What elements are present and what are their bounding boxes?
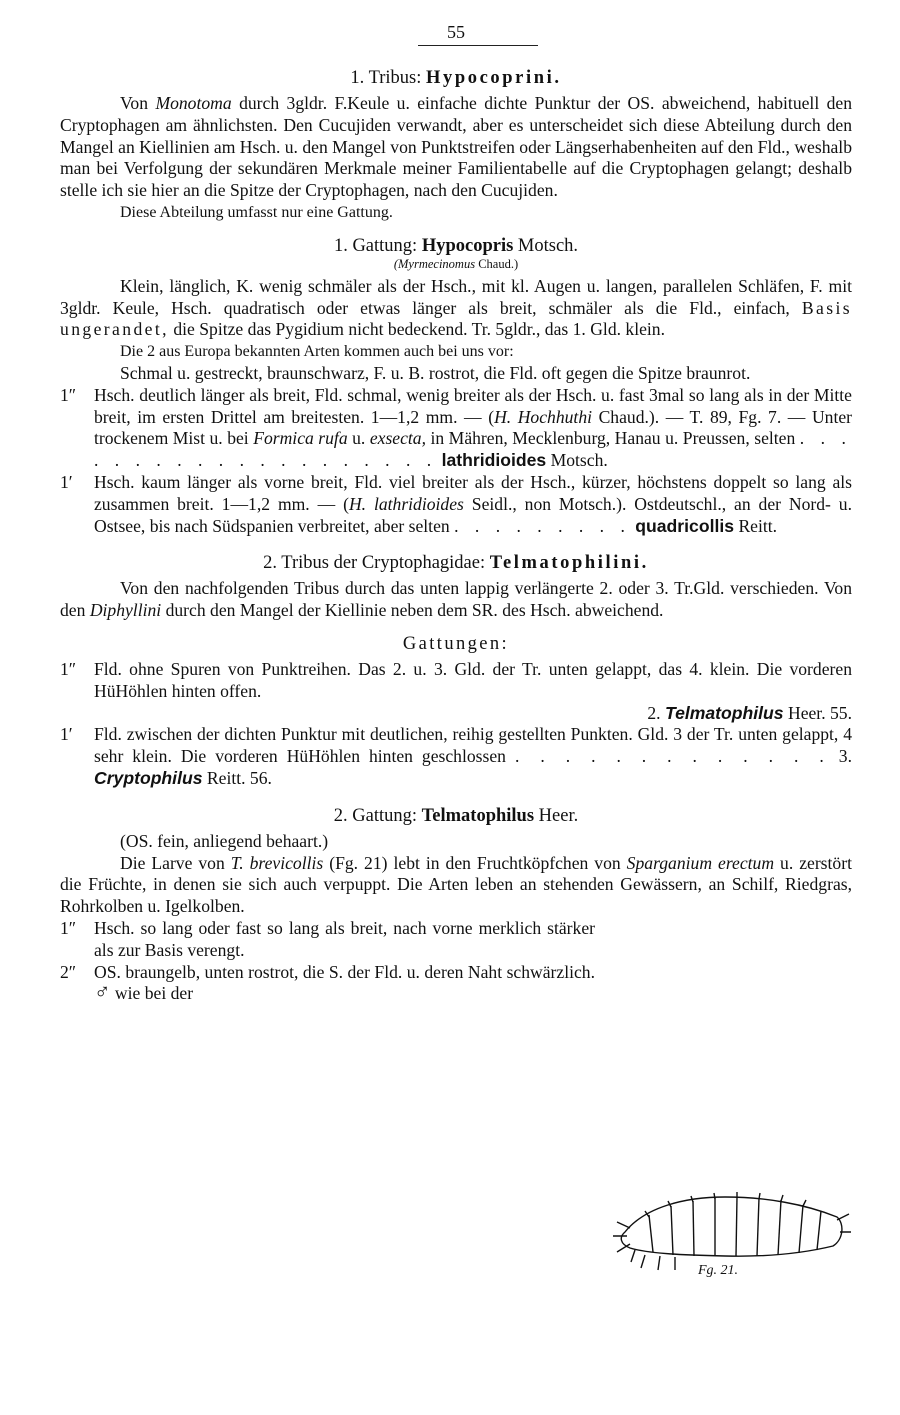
species-author: Motsch. xyxy=(550,450,608,471)
tribus-description xyxy=(60,93,852,202)
document-page xyxy=(60,22,852,1005)
tribus-prefix: 1. Tribus: xyxy=(350,68,422,88)
gattung-author: Motsch. xyxy=(517,235,579,256)
page-number-rule xyxy=(418,45,538,46)
key-number: 2″ xyxy=(60,961,77,982)
key-entry xyxy=(60,724,852,789)
text-run: wie bei der xyxy=(114,983,194,1004)
species-author: Reitt. xyxy=(738,515,778,536)
genus-author: Reitt. 56. xyxy=(206,767,272,788)
text-run: Von xyxy=(120,93,149,113)
text-run: OS. braungelb, unten rostrot, die S. der Fld. u. deren Naht schwärzlich. xyxy=(94,961,595,982)
result-number: 3. xyxy=(838,746,852,767)
leader-dots: . . . . . . . . . . . . . . . . . . . . xyxy=(94,428,852,471)
tribus-description xyxy=(60,578,852,622)
tribus-note: Diese Abteilung umfasst nur eine Gattung. xyxy=(120,203,393,221)
result-number: 2. xyxy=(647,702,661,723)
text-run: durch den Mangel der Kiellinie neben dem SR. des Hsch. abweichend. xyxy=(165,600,664,621)
text-run: in Mähren, Mecklenburg, Hanau u. Preussen, selten xyxy=(430,428,796,449)
text-run: Hsch. deutlich länger als breit, Fld. schmal, wenig breiter als der Hsch. u. fast 3mal so lang als in der Mitte breit, im ersten Drittel am breitesten. 1—1,2 mm. — ( xyxy=(94,384,852,427)
tribus-name: Telmatophilini. xyxy=(489,553,649,574)
synonym-name: H. Hochhuthi xyxy=(494,406,592,427)
species-intro: Schmal u. gestreckt, braunschwarz, F. u. B. rostrot, die Fld. oft gegen die Spitze braunrot. xyxy=(120,362,751,383)
tribus-heading xyxy=(60,68,852,89)
key-entry xyxy=(60,962,595,1006)
text-run: Hsch. kaum länger als vorne breit, Fld. viel breiter als der Hsch., kürzer, höchstens doppelt so lang als zusammen breit. 1—1,2 mm. — ( xyxy=(94,471,852,514)
synonym-author: Chaud.) xyxy=(478,256,519,271)
gattung-name: Telmatophilus xyxy=(421,805,535,826)
synonym-name: H. lathridioides xyxy=(348,493,464,514)
key-entry xyxy=(60,385,852,472)
key-number: 1″ xyxy=(60,384,77,405)
gattung-heading xyxy=(60,236,852,257)
species-note: Die 2 aus Europa bekannten Arten kommen auch bei uns vor: xyxy=(120,343,514,361)
key-number: 1″ xyxy=(60,658,77,679)
text-run: Seidl., non Motsch.). xyxy=(471,493,627,514)
text-run: Fld. zwischen der dichten Punktur mit deutlichen, reihig gestellten Punkten. Gld. 3 der Tr. unten gelappt, 4 sehr klein. Die vorderen HüHöhlen hinten geschlossen xyxy=(94,724,852,767)
genus-name: Diphyllini xyxy=(89,600,162,621)
synonym-genus: (Myrmecinomus xyxy=(393,256,476,271)
key-entry xyxy=(60,659,852,724)
text-run: Klein, länglich, K. wenig schmäler als der Hsch., mit kl. Augen u. langen, parallelen Schläfen, F. mit 3gldr. Keule, Hsch. quadratisch oder etwas länger als breit, schmäler als die Fld., einfach, xyxy=(60,275,852,318)
host-name: Formica rufa xyxy=(253,428,348,449)
gattung-prefix: 1. Gattung: xyxy=(333,235,418,256)
text-run: die Spitze das Pygidium nicht bedeckend. Tr. 5gldr., das 1. Gld. klein. xyxy=(173,319,665,340)
key-entry xyxy=(60,918,595,962)
key-number: 1″ xyxy=(60,917,77,938)
text-run: (Fg. 21) lebt in den Fruchtköpfchen von xyxy=(329,852,621,873)
gattung-prefix: 2. Gattung: xyxy=(333,805,417,826)
text-run: Chaud.). — T. 89, Fg. 7. — xyxy=(598,406,806,427)
species-name: T. brevicollis xyxy=(230,852,324,873)
os-note: (OS. fein, anliegend behaart.) xyxy=(120,830,329,851)
key-entry xyxy=(60,472,852,537)
larva-description xyxy=(60,853,852,918)
text-run: u. zerstört die Früchte, in denen sie sich auch verpuppt. Die Arten leben an stehenden Gewässern, an Schilf, Riedgras, Rohrkolben u. Igelkolben. xyxy=(60,852,852,917)
page-number: 55 xyxy=(447,22,465,42)
tribus-prefix: 2. Tribus der Cryptophagidae: xyxy=(263,553,486,574)
species-name: quadricollis xyxy=(635,515,735,536)
gattung-description xyxy=(60,276,852,341)
gattungen-heading: Gattungen: xyxy=(402,633,510,654)
species-name: lathridioides xyxy=(441,450,547,471)
key-number: 1′ xyxy=(60,471,73,492)
male-symbol: ♂ xyxy=(94,979,111,1005)
key-number: 1′ xyxy=(60,724,73,745)
text-run: Ostdeutschl., an der Nord- u. Ostsee, bis nach Südspanien verbreitet, aber selten xyxy=(94,493,853,536)
genus-name: Monotoma xyxy=(155,93,232,113)
text-run: Von den nachfolgenden Tribus durch das unten lappig verlängerte 2. oder 3. Tr.Gld. verschieden. Von den xyxy=(60,578,852,621)
gattung-name: Hypocopris xyxy=(421,235,514,256)
host-name: exsecta, xyxy=(369,428,426,449)
genus-name: Cryptophilus xyxy=(94,767,203,788)
key-result xyxy=(94,703,852,725)
text-run: Unter trockenem Mist u. bei xyxy=(94,406,852,449)
plant-name: Sparganium erectum xyxy=(626,852,775,873)
gattung-heading xyxy=(60,806,852,827)
genus-name: Telmatophilus xyxy=(664,702,784,723)
text-run: Die Larve von xyxy=(120,852,225,873)
text-run: u. xyxy=(352,428,366,449)
text-run: durch 3gldr. F.Keule u. einfache dichte Punktur der OS. abweichend, habituell den Cryptophagen am ähnlichsten. Den Cucujiden verwandt, aber es unterscheidet sich diese Abteilung durch den Mangel an Kiellinien am Hsch. u. den Mangel von Punktstreifen oder Längserhabenheiten auf den Fld., weshalb man bei Verfolgung der sekundären Merkmale meiner Familientabelle auf die Cryptophagen gelangt; deshalb stelle ich sie hier an die Spitze der Cryptophagen, nach den Cucujiden. xyxy=(60,93,852,201)
tribus-heading xyxy=(60,553,852,574)
genus-author: Heer. 55. xyxy=(787,702,852,723)
figure-caption: Fg. 21. xyxy=(698,1263,739,1278)
leader-dots: . . . . . . . . . xyxy=(454,515,631,536)
text-run: Fld. ohne Spuren von Punktreihen. Das 2. u. 3. Gld. der Tr. unten gelappt, das 4. klein. Die vorderen HüHöhlen hinten offen. xyxy=(94,658,852,701)
spaced-text: Basis ungerandet, xyxy=(60,297,852,340)
gattung-author: Heer. xyxy=(538,805,579,826)
synonym-line xyxy=(60,257,852,272)
tribus-name: Hypocoprini. xyxy=(426,68,562,88)
leader-dots: . . . . . . . . . . . . . xyxy=(514,746,830,767)
text-run: Hsch. so lang oder fast so lang als breit, nach vorne merklich stärker als zur Basis verengt. xyxy=(94,917,595,960)
